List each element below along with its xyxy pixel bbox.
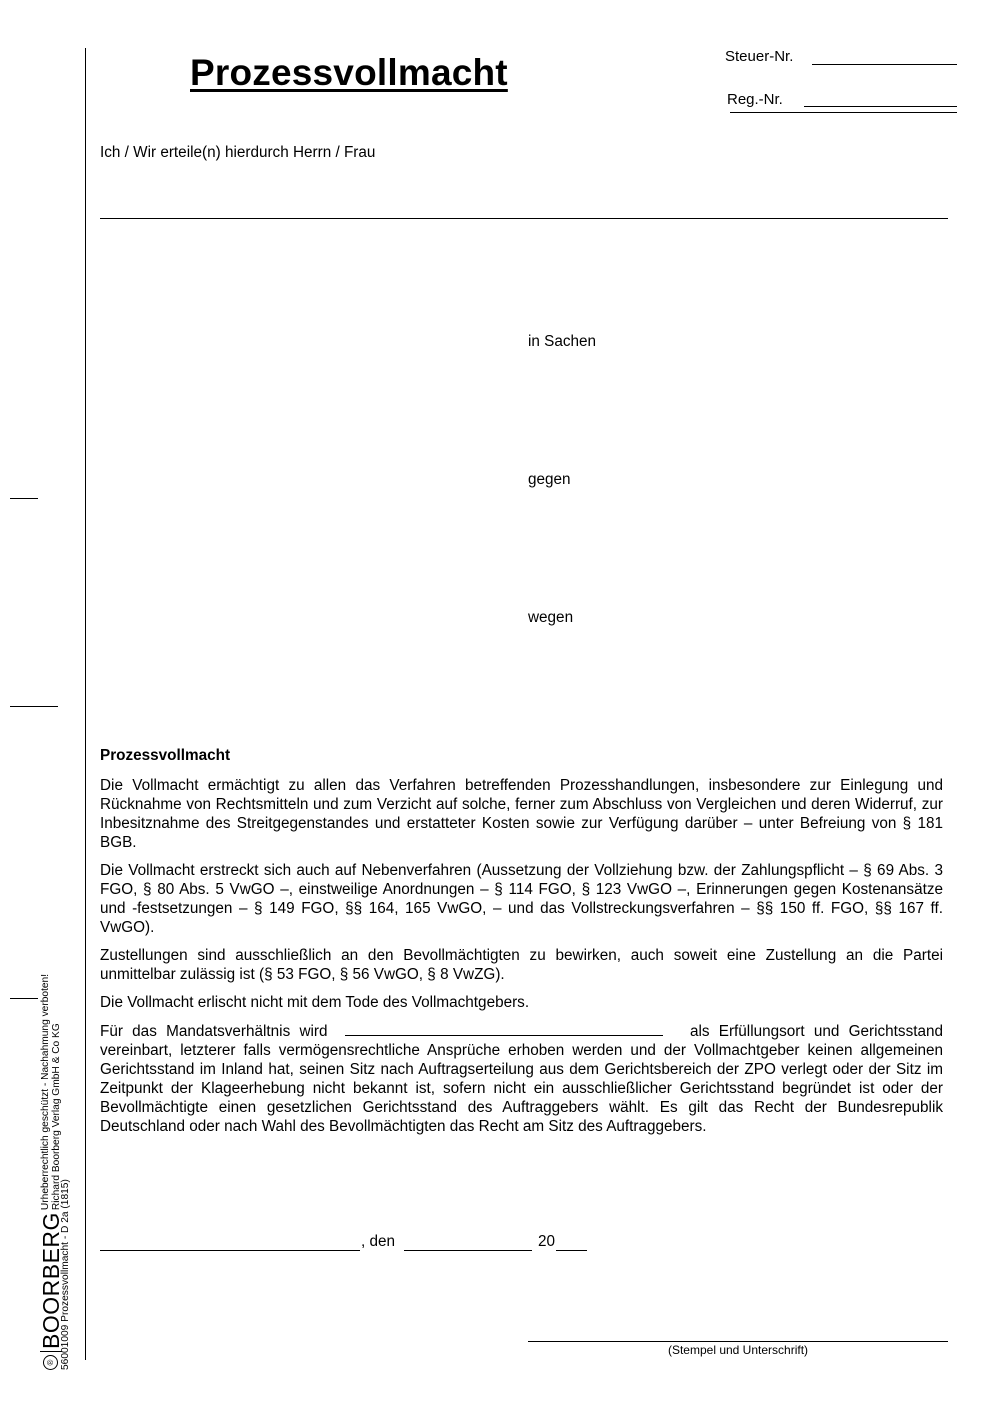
year-prefix: 20 [538,1233,556,1250]
paragraph-jurisdiction [100,1021,943,1136]
den-label: , den [361,1233,396,1250]
steuer-nr-label: Steuer-Nr. [725,48,794,65]
place-field[interactable] [100,1250,360,1251]
document-title: Prozessvollmacht [190,52,508,93]
place-of-jurisdiction-field[interactable] [345,1021,663,1036]
reg-nr-label: Reg.-Nr. [727,91,783,108]
attorney-name-field[interactable] [100,218,948,219]
paragraph-scope: Die Vollmacht ermächtigt zu allen das Verfahren betreffenden Prozesshandlungen, insbesondere zur Einlegung und Rücknahme von Rechtsmitteln und zum Verzicht auf solche, ferner zum Abschluss von Vergleichen und deren Widerruf, zur Inbesitznahme des Streitgegenstandes und erstatteter Kosten sowie zur Verfügung darüber – unter Befreiung von § 181 BGB. [100,777,943,851]
jurisdiction-rest: als Erfüllungsort und Gerichtsstand vereinbart, letzterer falls vermögensrechtliche Ansprüche erhoben werden und der Vollmachtgeber keinen allgemeinen Gerichtsstand im Inland hat, seinen Sitz nach Auftragserteilung aus dem Gerichtsbereich der ZPO verlegt oder der Sitz im Zeitpunkt der Klageerhebung nicht bekannt ist, sofern nicht ein ausschließlicher Gerichtsstand begründet ist oder der Bevollmächtigte einen gesetzlichen Gerichtsstand des Auftraggebers wählt. Es gilt das Recht der Bundesrepublik Deutschland oder nach Wahl des Bevollmächtigten das Recht am Sitz des Auftraggebers. [100,1023,943,1135]
grant-line: Ich / Wir erteile(n) hierdurch Herrn / Frau [100,144,376,161]
publisher-notice [40,974,62,1210]
in-sachen-label: in Sachen [528,333,597,350]
fold-mark-middle [10,706,58,707]
paragraph-side-proceedings: Die Vollmacht erstreckt sich auch auf Nebenverfahren (Aussetzung der Vollziehung bzw. der Zahlungspflicht – § 69 Abs. 3 FGO, § 80 Abs. 5 VwGO –, einstweilige Anordnungen – § 114 FGO, § 123 VwGO –, Erinnerungen gegen Kostenansätze und -festsetzungen – § 149 FGO, §§ 164, 165 VwGO, – und das Vollstreckungsverfahren – §§ 150 ff. FGO, §§ 167 ff. VwGO). [100,862,943,936]
publisher-brand: BOORBERG [40,1212,62,1352]
section-heading: Prozessvollmacht [100,747,231,764]
reg-nr-field[interactable] [804,106,957,107]
wegen-label: wegen [528,609,574,626]
signature-field[interactable] [528,1341,948,1342]
paragraph-service: Zustellungen sind ausschließlich an den Bevollmächtigten zu bewirken, auch soweit eine Zustellung an die Partei unmittelbar zulässig ist (§ 53 FGO, § 56 VwGO, § 8 VwZG). [100,947,943,983]
jurisdiction-start: Für das Mandatsverhältnis wird [100,1023,328,1040]
left-margin-rule [85,48,86,1360]
copyright-notice: Urheberrechtlich geschützt - Nachahmung verboten! [40,973,51,1211]
header-rule [730,112,957,113]
publisher-name: Richard Boorberg Verlag GmbH & Co KG [51,1023,62,1211]
date-field[interactable] [404,1250,532,1251]
fold-mark-bottom [10,998,38,999]
steuer-nr-field[interactable] [812,64,957,65]
publisher-imprint [40,974,62,1370]
year-field[interactable] [556,1250,587,1251]
form-code: 56001009 Prozessvollmacht - D 2a (1815) [60,1179,71,1370]
publisher-logo-icon: ® [43,1355,58,1370]
fold-mark-top [10,498,38,499]
paragraph-death: Die Vollmacht erlischt nicht mit dem Tode des Vollmachtgebers. [100,994,530,1011]
terms-text [100,776,943,1145]
signature-caption: (Stempel und Unterschrift) [667,1343,809,1357]
gegen-label: gegen [528,471,571,488]
